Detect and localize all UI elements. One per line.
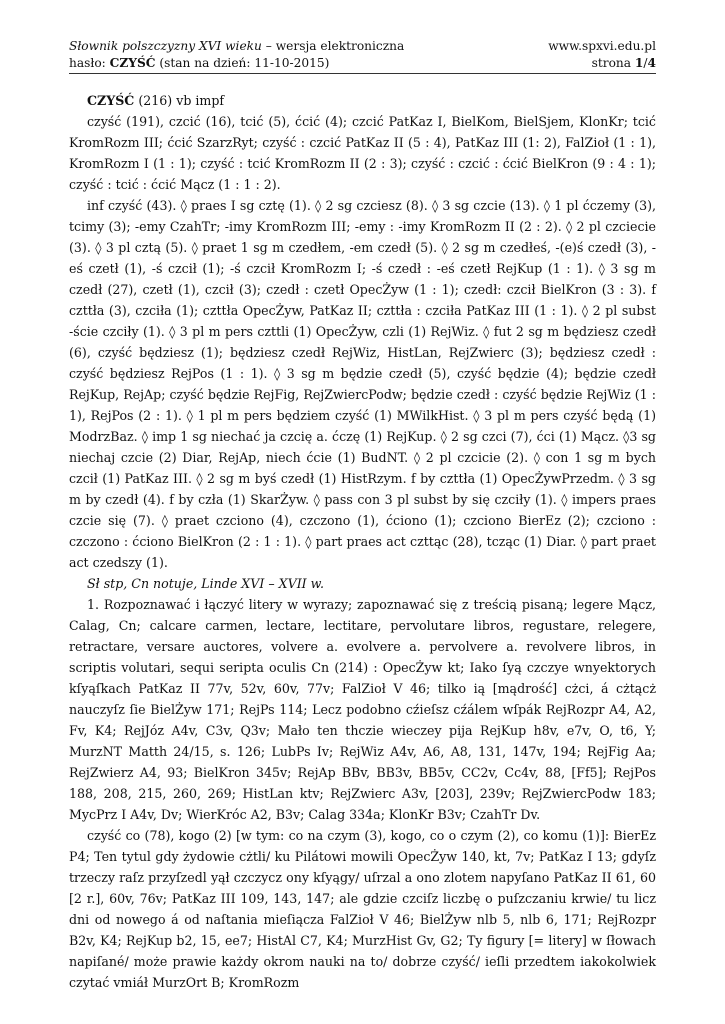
page-header <box>69 38 656 71</box>
entry-body <box>69 90 656 993</box>
entry-grammar: (216) vb impf <box>134 93 225 108</box>
header-url[interactable]: www.spxvi.edu.pl <box>548 39 656 53</box>
header-entry-info: hasło: CZYŚĆ (stan na dzień: 11-10-2015) <box>69 55 330 70</box>
header-divider <box>69 73 656 74</box>
entry-headword: CZYŚĆ <box>87 93 135 108</box>
entry-forms: czyść (191), czcić (16), tcić (5), ćcić (4); czcić PatKaz I, BielKom, BielSjem, KlonKr; tcić KromRozm III; ćcić SzarzRyt; czyść : czcić PatKaz II (5 : 4), PatKaz III (1: 2), FalZioł (1 : 1), KromRozm I (1 : 1); czyść : tcić KromRozm II (2 : 3); czyść : czcić : ćcić BielKron (9 : 4 : 1); czyść : tcić : ćcić Mącz (1 : 1 : 2). <box>69 114 656 192</box>
entry-sense-1: 1. Rozpoznawać i łączyć litery w wyrazy; zapoznawać się z treścią pisaną; legere Mącz, Calag, Cn; calcare carmen, lectare, lectitare, pervolutare libros, regustare, relegere, retractare, versare auctores, volvere a. evolvere a. pervolvere a. revolvere libros, in scriptis volutari, sequi seripta oculis Cn (214) : OpecŻyw kt; Iako ſyą czczye wnyektorych kſyąſkach PatKaz II 77v, 52v, 60v, 77v; FalZioł V 46; tilko ią [mądrość] cżci, á cżtącż nauczyſz ſie BielŻyw 171; RejPs 114; Lecz podobno cźieſsz cźálem wſpák RejRozpr A4, A2, Fv, K4; RejJóz A4v, C3v, Q3v; Mało ten thczie wieczey pija RejKup h8v, e7v, O, t6, Y; MurzNT Matth 24/15, s. 126; LubPs Iv; RejWiz A4v, A6, A8, 131, 147v, 194; RejFig Aa; RejZwierz A4, 93; BielKron 345v; RejAp BBv, BB3v, BB5v, CC2v, Cc4v, 88, [Ff5]; RejPos 188, 208, 215, 260, 269; HistLan ktv; RejZwierc A3v, [203], 239v; RejZwiercPodw 183; MycPrz I A4v, Dv; WierKróc A2, B3v; Calag 334a; KlonKr B3v; CzahTr Dv. <box>69 597 656 822</box>
header-dictionary-title: Słownik polszczyzny XVI wieku – wersja elektroniczna <box>69 39 405 53</box>
entry-inflection: inf czyść (43). ◊ praes I sg cztę (1). ◊ 2 sg czciesz (8). ◊ 3 sg czcie (13). ◊ 1 pl ćczemy (3), tcimy (3); -emy CzahTr; -imy KromRozm III; -emy : -imy KromRozm II (2 : 2). ◊ 2 pl czciecie (3). ◊ 3 pl cztą (5). ◊ praet 1 sg m czedłem, -em czedł (5). ◊ 2 sg m czedłeś, -(e)ś czedł (3), -eś czetł (1), -ś czcił (1); -ś czcił KromRozm I; -ś czedł : -eś czetł RejKup (1 : 1). ◊ 3 sg m czedł (27), czetł (1), czcił (3); czedł : czetł OpecŻyw (1 : 1); czedł: czcił BielKron (3 : 3). f czttła (3), czciła (1); czttła OpecŻyw, PatKaz II; czttła : czciła PatKaz III (1 : 1). ◊ 2 pl subst -ście czciły (1). ◊ 3 pl m pers czttli (1) OpecŻyw, czli (1) RejWiz. ◊ fut 2 sg m będziesz czedł (6), czyść będziesz (1); będziesz czedł RejWiz, HistLan, RejZwierc (3); będziesz czedł : czyść będziesz RejPos (1 : 1). ◊ 3 sg m będzie czedł (5), czyść będzie (4); będzie czedł RejKup, RejAp; czyść będzie RejFig, RejZwiercPodw; będzie czedł : czyść będzie RejWiz (1 : 1), RejPos (2 : 1). ◊ 1 pl m pers będziem czyść (1) MWilkHist. ◊ 3 pl m pers czyść będą (1) ModrzBaz. ◊ imp 1 sg niechać ja czcię a. ćczę (1) RejKup. ◊ 2 sg czci (7), ćci (1) Mącz. ◊3 sg niechaj czcie (2) Diar, RejAp, niech ćcie (1) BudNT. ◊ 2 pl czcicie (2). ◊ con 1 sg m bych czcił (1) PatKaz III. ◊ 2 sg m byś czedł (1) HistRzym. f by czttła (1) OpecŻywPrzedm. ◊ 3 sg m by czedł (4). f by czła (1) SkarŻyw. ◊ pass con 3 pl subst by się czciły (1). ◊ impers praes czcie się (7). ◊ praet czciono (4), czczono (1), ćciono (1); czciono BierEz (2); czciono : czczono : ćciono BielKron (2 : 1 : 1). ◊ part praes act czttąc (28), tcząc (1) Diar. ◊ part praet act czedszy (1). <box>69 198 656 570</box>
entry-headline <box>69 90 656 111</box>
header-page-number: strona 1/4 <box>591 55 656 70</box>
entry-sources: Sł stp, Cn notuje, Linde XVI – XVII w. <box>87 576 324 591</box>
entry-sense-1-usage: czyść co (78), kogo (2) [w tym: co na czym (3), kogo, co o czym (2), co komu (1)]: BierEz P4; Ten tytul gdy żydowie cżtli/ ku Pilátowi mowili OpecŻyw 140, kt, 7v; PatKaz I 13; gdyſz trzeczy raſz przyſzedl yął czczycz ony kſyągy/ uſrzal a ono zlotem napyſano PatKaz II 61, 60 [2 r.], 60v, 76v; PatKaz III 109, 143, 147; ale gdzie czciſz liczbę o puſzczaniu krwie/ tu licz dni od nowego á od naſtania mieſiącza FalZioł V 46; BielŻyw nlb 5, nlb 6, 171; RejRozpr B2v, K4; RejKup b2, 15, ee7; HistAl C7, K4; MurzHist Gv, G2; Ty figury [= litery] w ſłowach napiſané/ może prawie każdy okrom nauki na to/ dobrze czyść/ ieſli przedtem iakokolwiek czytać vmiáł MurzOrt B; KromRozm <box>69 828 656 990</box>
